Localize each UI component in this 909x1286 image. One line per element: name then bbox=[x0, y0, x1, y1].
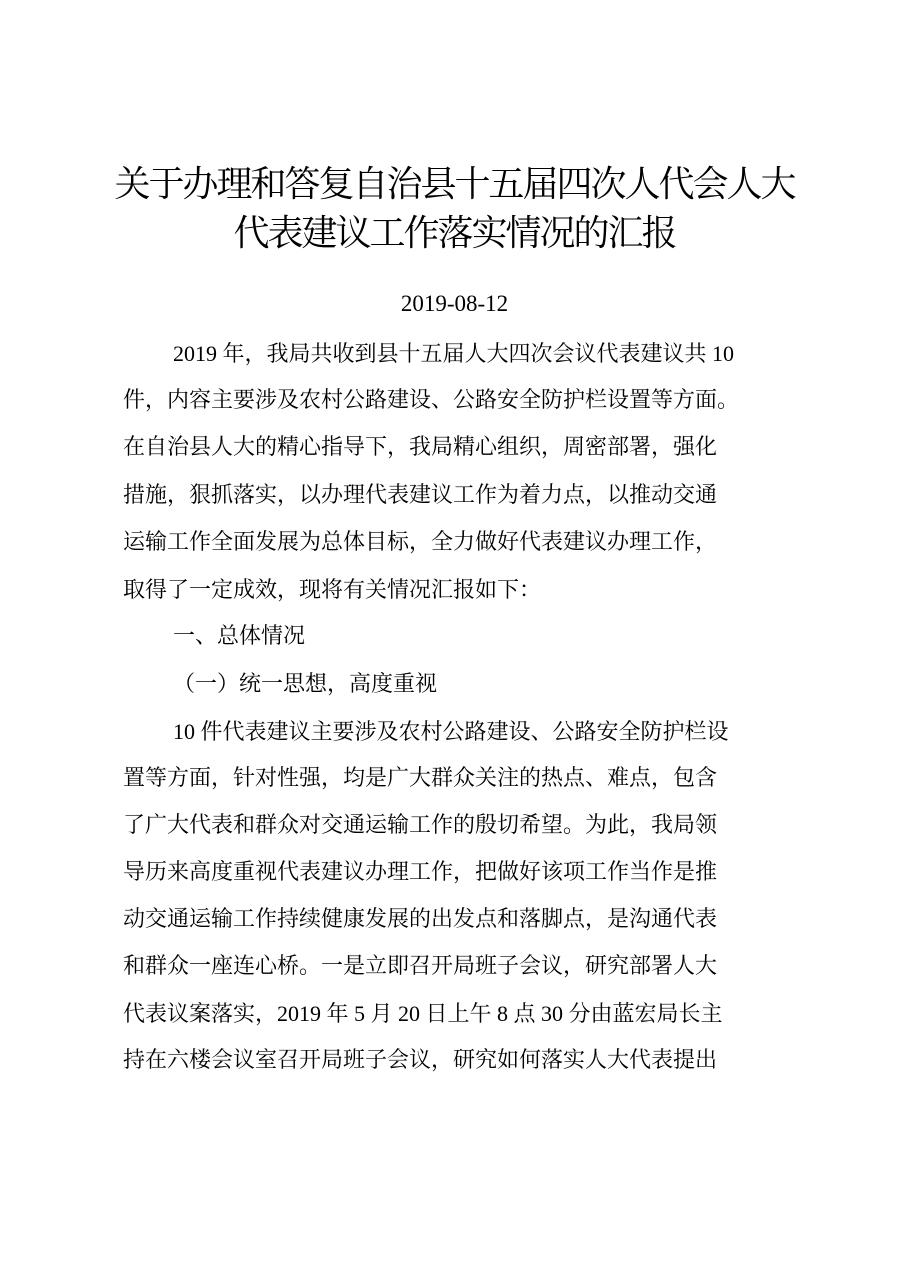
subsection-1-heading: （一）统一思想，高度重视 bbox=[173, 672, 438, 697]
paragraph-1-line-2: 件，内容主要涉及农村公路建设、公路安全防护栏设置等方面。 bbox=[123, 388, 740, 413]
paragraph-2-line-1: 10 件代表建议主要涉及农村公路建设、公路安全防护栏设 bbox=[173, 719, 729, 744]
paragraph-2-line-5: 动交通运输工作持续健康发展的出发点和落脚点，是沟通代表 bbox=[123, 907, 718, 932]
document-title-line-1: 关于办理和答复自治县十五届四次人代会人大 bbox=[114, 164, 795, 205]
paragraph-1-line-3: 在自治县人大的精心指导下，我局精心组织，周密部署，强化 bbox=[123, 435, 718, 460]
document-date: 2019-08-12 bbox=[400, 291, 509, 316]
paragraph-1-line-5: 运输工作全面发展为总体目标，全力做好代表建议办理工作， bbox=[123, 530, 718, 555]
document-title-line-2: 代表建议工作落实情况的汇报 bbox=[233, 213, 676, 254]
section-1-heading: 一、总体情况 bbox=[173, 624, 306, 649]
paragraph-2-line-2: 置等方面，针对性强，均是广大群众关注的热点、难点，包含 bbox=[123, 766, 718, 791]
paragraph-1-line-4: 措施，狠抓落实，以办理代表建议工作为着力点，以推动交通 bbox=[123, 483, 718, 508]
paragraph-2-line-4: 导历来高度重视代表建议办理工作，把做好该项工作当作是推 bbox=[123, 860, 718, 885]
paragraph-2-line-7: 代表议案落实，2019 年 5 月 20 日上午 8 点 30 分由蓝宏局长主 bbox=[123, 1001, 723, 1026]
paragraph-2-line-6: 和群众一座连心桥。一是立即召开局班子会议，研究部署人大 bbox=[123, 954, 718, 979]
paragraph-2-line-3: 了广大代表和群众对交通运输工作的殷切希望。为此，我局领 bbox=[123, 813, 718, 838]
paragraph-1-line-6: 取得了一定成效，现将有关情况汇报如下： bbox=[123, 578, 542, 603]
paragraph-1-line-1: 2019 年，我局共收到县十五届人大四次会议代表建议共 10 bbox=[173, 341, 735, 366]
paragraph-2-line-8: 持在六楼会议室召开局班子会议，研究如何落实人大代表提出 bbox=[123, 1048, 718, 1073]
